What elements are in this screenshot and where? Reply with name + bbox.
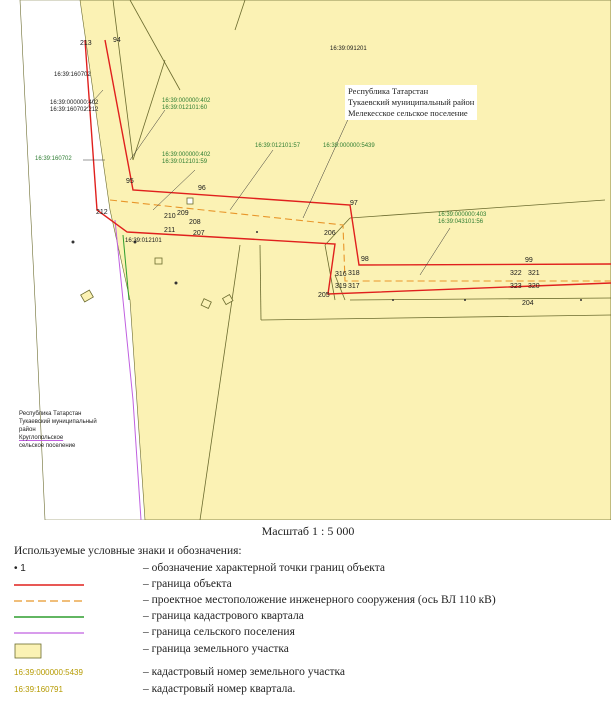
legend-row-quarter-code [0, 682, 616, 697]
region-top-line-2: Тукаевский муниципальный район [348, 97, 475, 107]
parcel-label-center-b: 16:39:000000:5439 [323, 143, 375, 149]
parcel-label-left-upper: 16:39:160702 [54, 72, 91, 78]
region-left-line-1: Республика Татарстан [19, 411, 82, 417]
legend-row-parcel-code [0, 665, 616, 680]
point-319: 319 [335, 283, 347, 290]
region-label-left [19, 410, 97, 450]
legend-row-object-boundary [0, 577, 616, 592]
point-321: 321 [528, 270, 540, 277]
legend-row-cadastral-quarter [0, 609, 616, 624]
point-205: 205 [318, 292, 330, 299]
legend-text-point: – обозначение характерной точки границ объекта [143, 562, 386, 574]
point-212: 212 [96, 209, 108, 216]
parcel-label-mid-1: 16:39:000000:402 [162, 152, 211, 158]
point-98: 98 [361, 256, 369, 263]
legend-text-engineering-axis: – проектное местоположение инженерного сооружения (ось ВЛ 110 кВ) [143, 594, 496, 606]
legend-row-point [0, 561, 616, 576]
region-label-top [345, 85, 477, 120]
point-96: 96 [198, 185, 206, 192]
point-95: 95 [126, 178, 134, 185]
point-207: 207 [193, 230, 205, 237]
point-99: 99 [525, 257, 533, 264]
cadastral-map [5, 0, 611, 520]
legend-text-settlement: – граница сельского поселения [143, 626, 295, 638]
legend-engineering-axis-symbol [14, 593, 134, 608]
point-320: 320 [528, 283, 540, 290]
point-206: 206 [324, 230, 336, 237]
region-left-line-4: Круглопольское [19, 435, 64, 441]
region-left-line-5: сельское поселение [19, 443, 76, 449]
legend-text-cadastral-quarter: – граница кадастрового квартала [143, 610, 304, 622]
legend-point-symbol: • 1 [14, 563, 26, 574]
legend-parcel-code-sample: 16:39:000000:5439 [14, 668, 83, 677]
parcel-label-left-stack-1: 16:39:000000:402 [50, 100, 99, 106]
point-316: 316 [335, 271, 347, 278]
parcel-label-left-lower: 16:39:160702 [35, 156, 72, 162]
parcel-label-left-stack-2: 16:39:160702:212 [50, 107, 99, 113]
legend-row-land-parcel [0, 642, 616, 657]
parcel-label-left-mid-2: 16:39:012101:60 [162, 105, 208, 111]
point-211: 211 [164, 227, 176, 234]
parcel-label-right: 16:39:000000:403 [438, 212, 487, 218]
point-208: 208 [189, 219, 201, 226]
legend-object-boundary-symbol [14, 577, 134, 592]
legend-settlement-symbol [14, 625, 134, 640]
map-scale: Масштаб 1 : 5 000 [261, 524, 355, 538]
parcel-label-mid-2: 16:39:012101:59 [162, 159, 208, 165]
point-322: 322 [510, 270, 522, 277]
point-323: 323 [510, 283, 522, 290]
point-97: 97 [350, 200, 358, 207]
legend-text-quarter-code: – кадастровый номер квартала. [143, 683, 296, 695]
parcel-label-left-mid: 16:39:000000:402 [162, 98, 211, 104]
quarter-label-near: 16:39:012101 [125, 238, 162, 244]
legend-text-object-boundary: – граница объекта [143, 578, 232, 590]
legend-title: Используемые условные знаки и обозначения: [14, 545, 242, 557]
point-210: 210 [164, 213, 176, 220]
parcel-label-center-a: 16:39:012101:57 [255, 143, 301, 149]
parcel-label-right-2: 16:39:043101:56 [438, 219, 484, 225]
region-left-line-3: район [19, 427, 36, 433]
point-204: 204 [522, 300, 534, 307]
point-209: 209 [177, 210, 189, 217]
region-left-line-2: Тукаевский муниципальный [19, 419, 97, 425]
legend-cadastral-quarter-symbol [14, 609, 134, 624]
point-318: 318 [348, 270, 360, 277]
legend-text-parcel-code: – кадастровый номер земельного участка [143, 666, 346, 678]
point-317: 317 [348, 283, 360, 290]
legend-land-parcel-symbol [14, 642, 134, 659]
point-213: 213 [80, 40, 92, 47]
legend-quarter-code-sample: 16:39:160791 [14, 685, 63, 694]
region-top-line-3: Мелекесское сельское поселение [348, 108, 468, 118]
legend-row-engineering-axis [0, 593, 616, 608]
legend-text-land-parcel: – граница земельного участка [143, 643, 289, 655]
point-94: 94 [113, 37, 121, 44]
legend-row-settlement [0, 625, 616, 640]
region-top-line-1: Республика Татарстан [348, 86, 429, 96]
parcel-label-top-center: 16:39:091201 [330, 46, 367, 52]
